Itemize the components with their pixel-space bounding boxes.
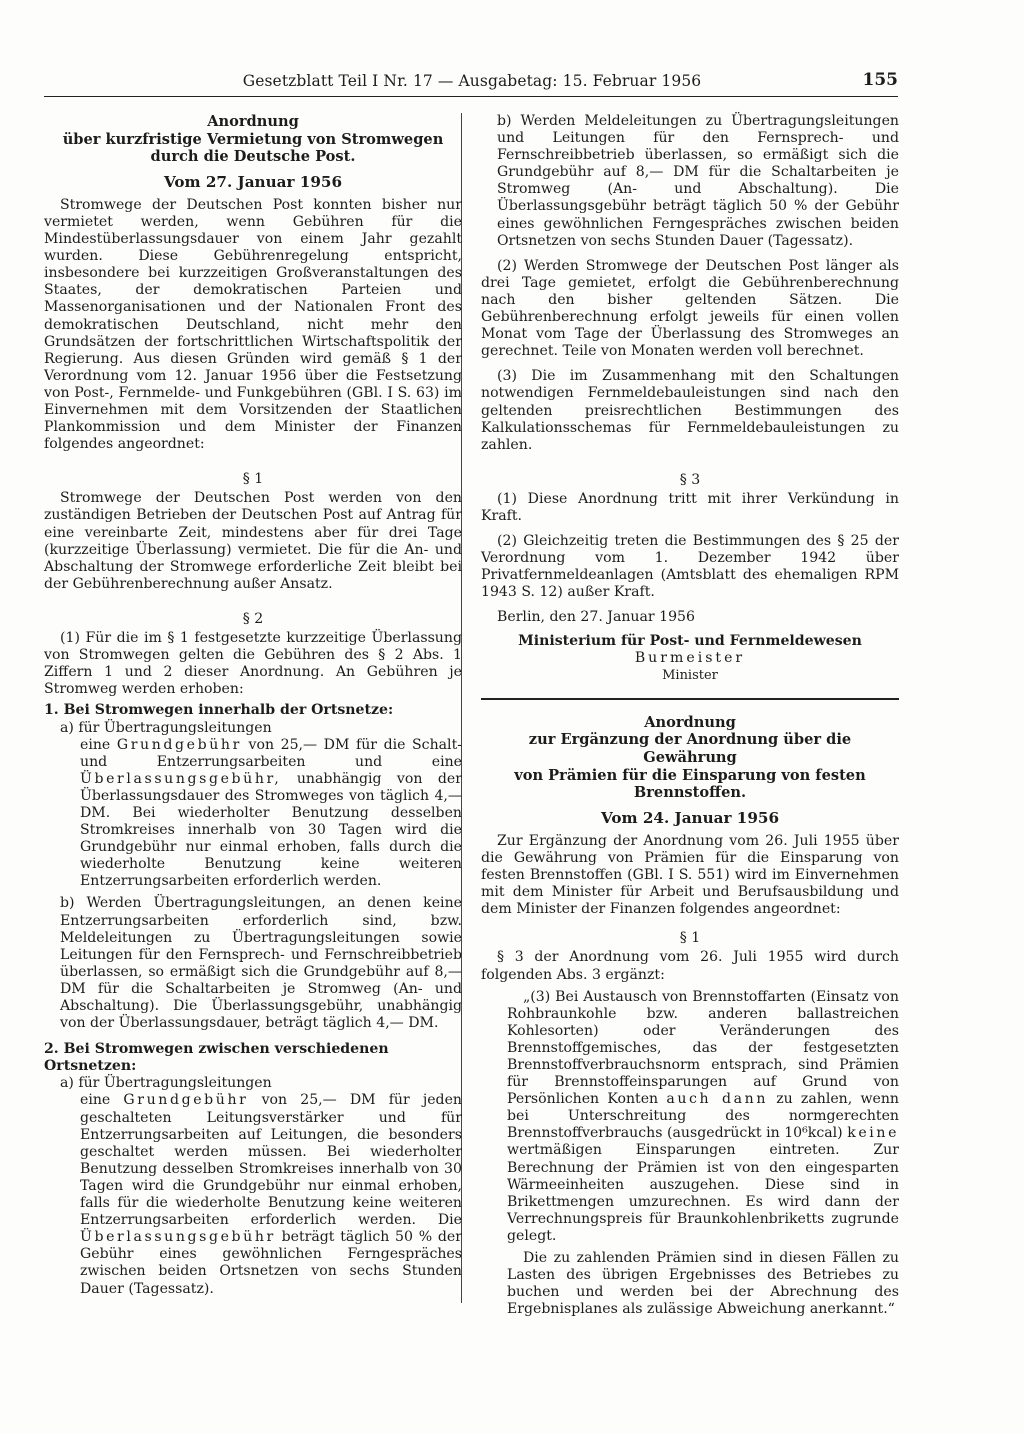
place-date: Berlin, den 27. Januar 1956 xyxy=(497,609,695,626)
item-heading: 1. Bei Stromwegen innerhalb der Ortsnetze: xyxy=(44,702,394,719)
item-heading: 2. Bei Stromwegen zwischen verschiedenen Ortsnetzen: xyxy=(44,1041,389,1075)
ordinance-date: Vom 24. Januar 1956 xyxy=(600,808,780,827)
text-run: eine xyxy=(80,1092,111,1109)
issuing-ministry: Ministerium für Post- und Fernmeldewesen xyxy=(518,632,862,649)
item-text xyxy=(80,737,462,891)
text-run: unabhängig von der Überlassungsdauer des Stromweges von täglich 4,— DM. Bei wiederholter Benutzung desselben Stromkreises innerhalb von 30 Tagen wird die Grundgebühr nur einmal erhoben, falls durch die wiederholte Benutzung keine weiteren Entzerrungsarbeiten erforderlich werden. xyxy=(80,770,462,890)
header-rule xyxy=(44,96,898,97)
section-text: (1) Diese Anordnung tritt mit ihrer Verkündung in Kraft. xyxy=(481,490,899,524)
left-column xyxy=(44,113,462,1298)
quoted-paragraph xyxy=(507,989,899,1245)
section-text: (2) Werden Stromwege der Deutschen Post länger als drei Tage gemietet, erfolgt die Gebührenberechnung nach den bisher geltenden Sätzen. Die Gebührenberechnung erfolgt jeweils für einen vollen Monat vom Tage der Überlassung des Stromweges an gerechnet. Teile von Monaten werden voll berechnet. xyxy=(481,257,899,360)
preamble: Stromwege der Deutschen Post konnten bisher nur vermietet werden, wenn Gebühren für die Mindestüberlassungsdauer von einem Jahr gezahlt wurden. Diese Gebührenregelung entspricht, insbesondere bei kurzzeitigen Großveranstaltungen des Staates, der demokratischen Parteien und Massenorganisationen und der Nationalen Front des demokratischen Deutschland, nicht mehr den Grundsätzen der fortschrittlichen Wirtschaftspolitik der Regierung. Aus diesen Gründen wird gemäß § 1 der Verordnung vom 12. Januar 1956 über die Festsetzung von Post-, Fernmelde- und Funkgebühren (GBl. I S. 63) im Einvernehmen mit dem Vorsitzenden der Staatlichen Plankommission und dem Minister der Finanzen folgendes angeordnet: xyxy=(44,196,462,453)
section-text: § 3 der Anordnung vom 26. Juli 1955 wird durch folgenden Abs. 3 ergänzt: xyxy=(481,949,899,983)
right-column xyxy=(481,113,899,1318)
preamble: Zur Ergänzung der Anordnung vom 26. Juli 1955 über die Gewährung von Prämien für die Einsparung von festen Brennstoffen (GBl. I S. 551) wird im Einvernehmen mit dem Minister für Arbeit und Berufsausbildung und dem Minister der Finanzen folgendes angeordnet: xyxy=(481,832,899,918)
spaced-term: auch dann xyxy=(666,1091,768,1108)
page-number: 155 xyxy=(862,70,898,90)
ordinance-title: Anordnung xyxy=(644,713,736,731)
section-heading: § 1 xyxy=(242,471,264,488)
text-run: von 25,— DM für die Schalt- und Entzerrungsarbeiten und eine xyxy=(80,736,462,770)
section-text: (1) Für die im § 1 festgesetzte kurzzeitige Überlassung von Stromwegen gelten die Gebühren des § 2 Abs. 1 Ziffern 1 und 2 dieser Anordnung. An Gebühren je Stromweg werden erhoben: xyxy=(44,630,462,698)
spaced-term: Grundgebühr xyxy=(116,736,242,753)
quoted-paragraph: Die zu zahlenden Prämien sind in diesen Fällen zu Lasten des übrigen Ergebnisses des Betriebes zu buchen und werden bei der Abrechnung des Ergebnisplanes als zulässige Abweichung anerkannt.“ xyxy=(507,1250,899,1318)
running-header: Gesetzblatt Teil I Nr. 17 — Ausgabetag: 15. Februar 1956 xyxy=(242,72,702,90)
section-text: (2) Gleichzeitig treten die Bestimmungen des § 25 der Verordnung vom 1. Dezember 1942 über Privatfernmeldeanlagen (Amtsblatt des ehemaligen RPM 1943 S. 12) außer Kraft. xyxy=(481,533,899,601)
text-run: „(3) Bei Austausch von Brennstoffarten (Einsatz von Rohbraunkohle bzw. anderen ballastreichen Kohlesorten) oder Veränderungen des Brennstoffgemisches, das der festgesetzten Brennstoffverbrauchsnorm entsprach, sind Prämien für Brennstoffeinsparungen auf Grund von Persönlichen Konten xyxy=(507,988,899,1108)
signatory-title: Minister xyxy=(662,667,718,683)
ordinance-title-line: durch die Deutsche Post. xyxy=(150,148,356,166)
spaced-term: keine xyxy=(847,1125,900,1142)
section-separator xyxy=(481,698,899,700)
spaced-term: Überlassungsgebühr, xyxy=(80,770,282,787)
text-run: wertmäßigen Einsparungen eintreten. Zur Berechnung der Prämien ist von den eingesparten Wärmeeinheiten auszugehen. Diese sind in Brikettmengen umzurechnen. Es wird dann der Verrechnungspreis für Braunkohlenbriketts zugrunde gelegt. xyxy=(507,1142,899,1244)
item-label: a) für Übertragungsleitungen xyxy=(60,1075,272,1092)
item-text: b) Werden Übertragungsleitungen, an denen keine Entzerrungsarbeiten erforderlich sind, bzw. Meldeleitungen zu Übertragungsleitungen sowie Leitungen für den Fernsprech- und Fernschreibbetrieb überlassen, so ermäßigt sich die Grundgebühr auf 8,— DM für die Schaltarbeiten je Stromweg (An- und Abschaltung). Die Überlassungsgebühr, unabhängig von der Überlassungsdauer, beträgt täglich 4,— DM. xyxy=(60,895,462,1032)
ordinance-title: Anordnung xyxy=(207,113,299,130)
spaced-term: Grundgebühr xyxy=(123,1092,249,1109)
section-text: (3) Die im Zusammenhang mit den Schaltungen notwendigen Fernmeldebauleistungen sind nach den geltenden preisrechtlichen Bestimmungen des Kalkulationsschemas für Fernmeldebauleistungen zu zahlen. xyxy=(481,368,899,453)
ordinance-title-line: von Prämien für die Einsparung von festen xyxy=(514,766,866,784)
text-run: zu zahlen, wenn bei Unterschreitung des normgerechten Brennstoffverbrauchs (ausgedrückt in 10⁶kcal) xyxy=(507,1091,900,1142)
ordinance-title-line: zur Ergänzung der Anordnung über die Gewährung xyxy=(528,731,852,766)
text-run: beträgt täglich 50 % der Gebühr eines gewöhnlichen Ferngespräches zwischen beiden Ortsnetzen von sechs Stunden Dauer (Tagessatz). xyxy=(80,1229,462,1297)
item-label: a) für Übertragungsleitungen xyxy=(60,719,272,736)
section-heading: § 2 xyxy=(242,610,264,627)
ordinance-date: Vom 27. Januar 1956 xyxy=(163,172,343,191)
item-text xyxy=(80,1092,462,1297)
ordinance-title-line: über kurzfristige Vermietung von Stromwegen xyxy=(62,130,444,148)
text-run: von 25,— DM für jeden geschalteten Leitungsverstärker und für Entzerrungsarbeiten auf Leitungen, die besonders geschaltet werden müssen. Bei wiederholter Benutzung desselben Stromkreises innerhalb von 30 Tagen wird die Grundgebühr nur einmal erhoben, falls für die wiederholte Benutzung keine weiteren Entzerrungsarbeiten erforderlich werden. Die xyxy=(80,1092,462,1229)
spaced-term: Überlassungsgebühr xyxy=(80,1229,276,1246)
ordinance-title-line: Brennstoffen. xyxy=(633,784,747,802)
section-text: Stromwege der Deutschen Post werden von den zuständigen Betrieben der Deutschen Post auf Antrag für eine vereinbarte Zeit, mindestens aber für drei Tage (kurzzeitige Überlassung) vermietet. Die für die An- und Abschaltung der Stromwege erforderliche Zeit bleibt bei der Gebührenberechnung außer Ansatz. xyxy=(44,490,462,592)
section-heading: § 1 xyxy=(679,930,701,947)
item-text: b) Werden Meldeleitungen zu Übertragungsleitungen und Leitungen für den Fernsprech- und Fernschreibbetrieb überlassen, so ermäßigt sich die Grundgebühr auf 8,— DM für die Schaltarbeiten je Stromweg (An- und Abschaltung). Die Überlassungsgebühr beträgt täglich 50 % der Gebühr eines gewöhnlichen Ferngespräches zwischen beiden Ortsnetzen von sechs Stunden Dauer (Tagessatz). xyxy=(497,113,899,249)
text-run: eine xyxy=(80,736,111,753)
section-heading: § 3 xyxy=(679,471,701,488)
signatory-name: Burmeister xyxy=(634,649,746,666)
